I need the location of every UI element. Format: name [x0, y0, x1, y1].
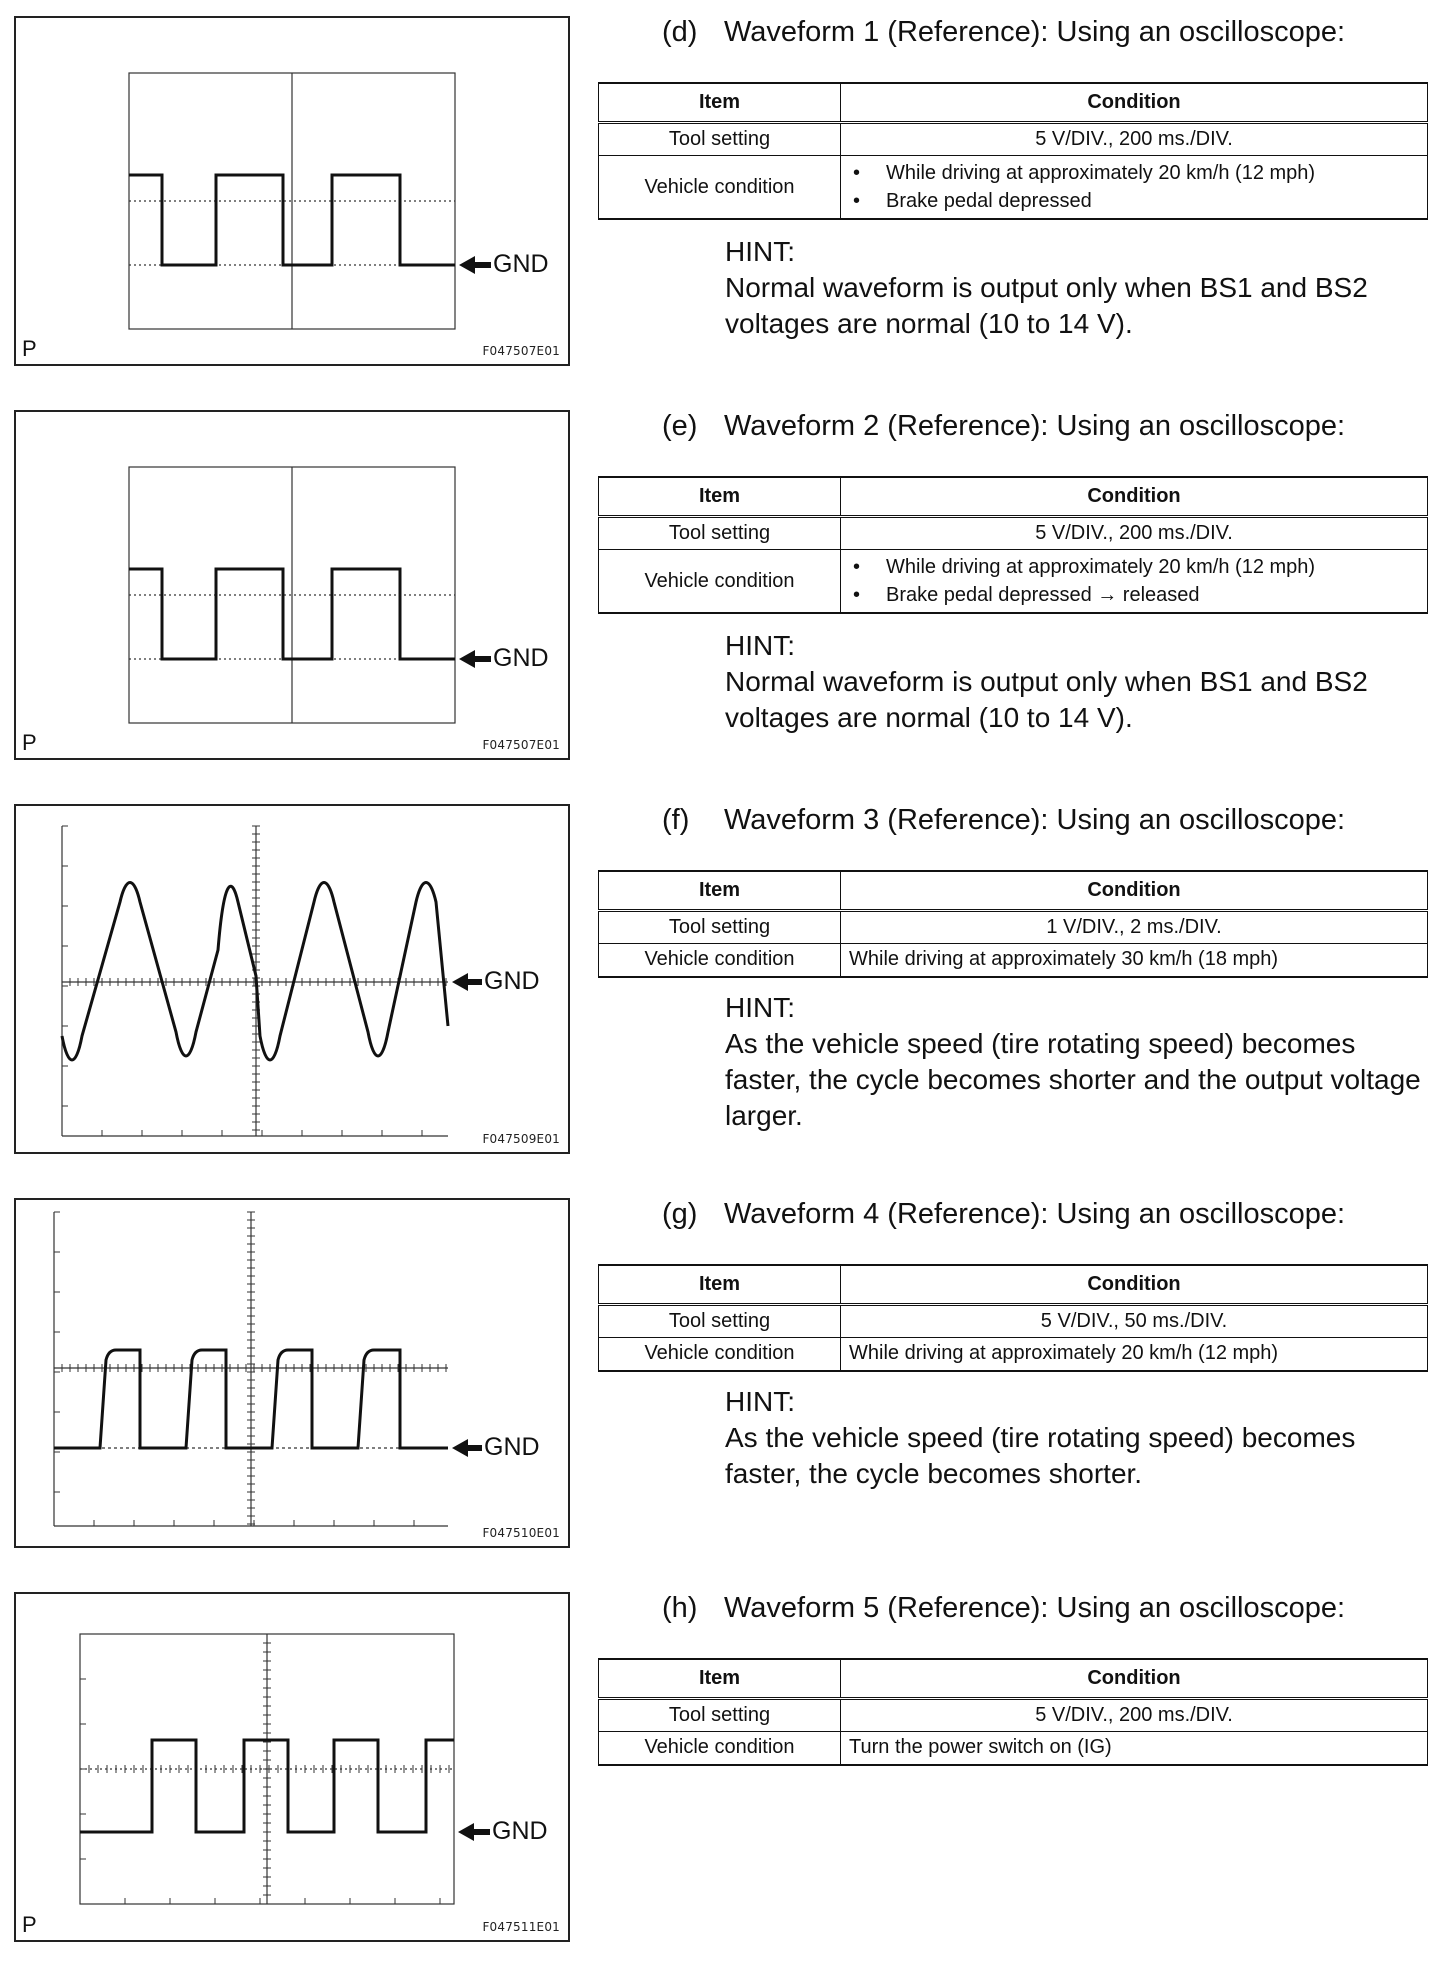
tool-setting-value: 5 V/DIV., 200 ms./DIV.: [841, 517, 1428, 550]
waveform-4-plot: [16, 1200, 572, 1550]
header-item: Item: [599, 83, 841, 123]
waveform-3-trace: [62, 883, 448, 1061]
section-title: Waveform 1 (Reference): Using an oscilloscope:: [724, 16, 1346, 48]
vehicle-condition-list: [849, 159, 1419, 215]
section-letter: (d): [662, 16, 698, 48]
hint-text: As the vehicle speed (tire rotating speed) becomes faster, the cycle becomes shorter and the output voltage larger.: [725, 1028, 1421, 1131]
section-title: Waveform 5 (Reference): Using an oscilloscope:: [724, 1592, 1346, 1624]
condition-table: [598, 82, 1428, 220]
waveform-5-plot: [16, 1594, 572, 1944]
header-condition: Condition: [841, 83, 1428, 123]
vehicle-condition-item: • While driving at approximately 20 km/h (12 mph): [849, 553, 1419, 581]
vehicle-condition-value: While driving at approximately 20 km/h (12 mph): [841, 1338, 1428, 1371]
vehicle-condition-label: Vehicle condition: [599, 550, 841, 614]
figure-code: F047507E01: [482, 344, 560, 358]
section-waveform-2: [0, 406, 1456, 800]
vehicle-condition-value: Turn the power switch on (IG): [841, 1732, 1428, 1765]
section-letter: (h): [662, 1592, 698, 1624]
header-condition: Condition: [841, 1265, 1428, 1305]
waveform-1-plot: [16, 18, 572, 368]
hint-text: Normal waveform is output only when BS1 and BS2 voltages are normal (10 to 14 V).: [725, 272, 1368, 339]
section-title: Waveform 4 (Reference): Using an oscilloscope:: [724, 1198, 1346, 1230]
section-heading: [662, 16, 1345, 49]
tool-setting-value: 5 V/DIV., 200 ms./DIV.: [841, 1699, 1428, 1732]
section-waveform-1: [0, 12, 1456, 406]
waveform-2-figure: [14, 410, 570, 760]
tool-setting-value: 5 V/DIV., 200 ms./DIV.: [841, 123, 1428, 156]
tool-setting-label: Tool setting: [599, 911, 841, 944]
waveform-3-figure: [14, 804, 570, 1154]
header-item: Item: [599, 1265, 841, 1305]
gnd-label: GND: [484, 967, 540, 995]
figure-code: F047507E01: [482, 738, 560, 752]
gnd-arrow-icon: [452, 973, 482, 991]
tool-setting-label: Tool setting: [599, 1305, 841, 1338]
gnd-arrow-icon: [459, 256, 491, 274]
vehicle-condition-item: • Brake pedal depressed: [849, 187, 1419, 215]
section-waveform-3: [0, 800, 1456, 1194]
vehicle-condition-label: Vehicle condition: [599, 156, 841, 220]
tool-setting-value: 5 V/DIV., 50 ms./DIV.: [841, 1305, 1428, 1338]
tool-setting-label: Tool setting: [599, 517, 841, 550]
gnd-label: GND: [493, 250, 549, 278]
header-condition: Condition: [841, 477, 1428, 517]
vehicle-condition-label: Vehicle condition: [599, 1732, 841, 1765]
gnd-label: GND: [493, 644, 549, 672]
figure-p-label: P: [22, 1912, 37, 1937]
section-heading: [662, 410, 1345, 443]
hint-text: As the vehicle speed (tire rotating speed) becomes faster, the cycle becomes shorter.: [725, 1422, 1356, 1489]
waveform-2-plot: [16, 412, 572, 762]
hint-text: Normal waveform is output only when BS1 and BS2 voltages are normal (10 to 14 V).: [725, 666, 1368, 733]
header-item: Item: [599, 1659, 841, 1699]
waveform-5-figure: [14, 1592, 570, 1942]
gnd-arrow-icon: [459, 650, 491, 668]
header-item: Item: [599, 477, 841, 517]
section-title: Waveform 3 (Reference): Using an oscilloscope:: [724, 804, 1346, 836]
header-item: Item: [599, 871, 841, 911]
figure-code: F047511E01: [482, 1920, 560, 1934]
header-condition: Condition: [841, 1659, 1428, 1699]
hint-label: HINT:: [725, 1386, 795, 1417]
vehicle-condition-label: Vehicle condition: [599, 1338, 841, 1371]
section-letter: (e): [662, 410, 698, 442]
section-heading: [662, 1592, 1345, 1625]
vehicle-condition-label: Vehicle condition: [599, 944, 841, 977]
hint-block: [725, 990, 1435, 1134]
condition-table: [598, 476, 1428, 614]
vehicle-condition-item: • Brake pedal depressed → released: [849, 581, 1419, 609]
section-heading: [662, 1198, 1345, 1231]
header-condition: Condition: [841, 871, 1428, 911]
waveform-4-figure: [14, 1198, 570, 1548]
hint-block: [725, 234, 1435, 342]
hint-block: [725, 1384, 1435, 1492]
tool-setting-value: 1 V/DIV., 2 ms./DIV.: [841, 911, 1428, 944]
condition-table: [598, 1264, 1428, 1372]
figure-code: F047510E01: [482, 1526, 560, 1540]
figure-code: F047509E01: [482, 1132, 560, 1146]
hint-label: HINT:: [725, 630, 795, 661]
section-heading: [662, 804, 1345, 837]
section-title: Waveform 2 (Reference): Using an oscilloscope:: [724, 410, 1346, 442]
section-letter: (g): [662, 1198, 698, 1230]
gnd-label: GND: [492, 1817, 548, 1845]
section-letter: (f): [662, 804, 690, 836]
hint-label: HINT:: [725, 236, 795, 267]
tool-setting-label: Tool setting: [599, 123, 841, 156]
gnd-arrow-icon: [452, 1439, 482, 1457]
hint-block: [725, 628, 1435, 736]
vehicle-condition-item: • While driving at approximately 20 km/h (12 mph): [849, 159, 1419, 187]
waveform-1-figure: [14, 16, 570, 366]
vehicle-condition-list: [849, 553, 1419, 609]
condition-table: [598, 1658, 1428, 1766]
condition-table: [598, 870, 1428, 978]
figure-p-label: P: [22, 730, 37, 755]
tool-setting-label: Tool setting: [599, 1699, 841, 1732]
gnd-arrow-icon: [458, 1823, 490, 1841]
vehicle-condition-value: While driving at approximately 30 km/h (18 mph): [841, 944, 1428, 977]
section-waveform-4: [0, 1194, 1456, 1588]
section-waveform-5: [0, 1588, 1456, 1982]
gnd-label: GND: [484, 1433, 540, 1461]
figure-p-label: P: [22, 336, 37, 361]
hint-label: HINT:: [725, 992, 795, 1023]
